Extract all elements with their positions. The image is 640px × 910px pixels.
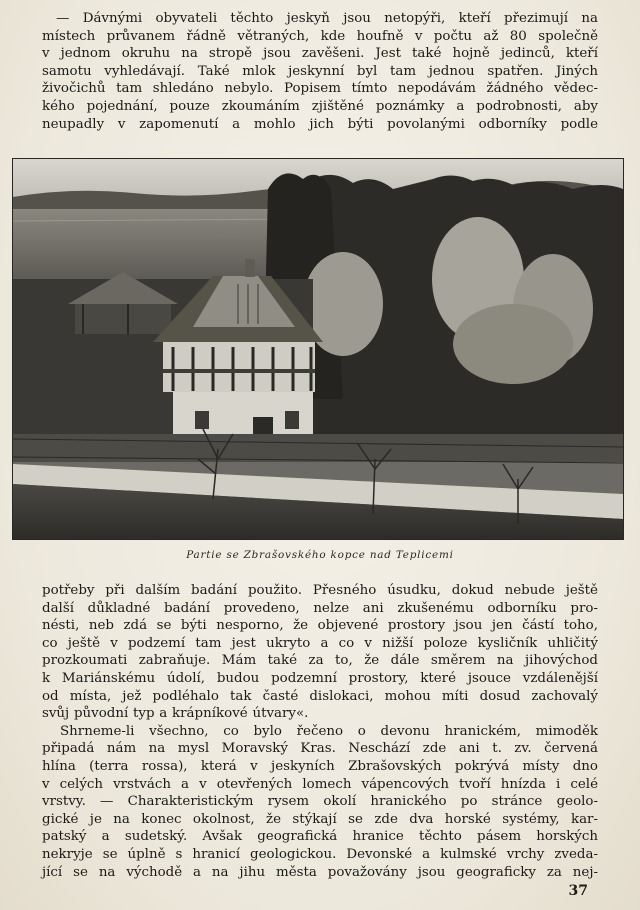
text-line: další důkladné badání provedeno, nelze ani zkušenému odborníku pro- [42, 600, 598, 616]
text-line: nekryje se úplně s hranicí geologickou. Devonské a kulmské vrchy zveda- [42, 846, 598, 862]
text-line: jící se na východě a na jihu města považovány jsou geograficky za nej- [42, 864, 598, 880]
text-line: nésti, neb zdá se býti nesporno, že objevené prostory jsou jen částí toho, [42, 618, 598, 634]
text-line: patský a sudetský. Avšak geografická hranice těchto pásem horských [42, 829, 598, 845]
text-line: co ještě v podzemí tam jest ukryto a co v nižší poloze kysličník uhličitý [42, 635, 598, 651]
text-line: Shrneme-li všechno, co bylo řečeno o devonu hranickém, mimoděk [60, 723, 598, 739]
text-line: vrstvy. — Charakteristickým rysem okolí hranického po stránce geolo- [42, 794, 598, 810]
paragraph-bottom [42, 582, 598, 881]
text-line: v celých vrstvách a v otevřených lomech vápencových tvoří hnízda i celé [42, 776, 598, 792]
text-line: — Dávnými obyvateli těchto jeskyň jsou netopýři, kteří přezimují na [56, 11, 598, 26]
text-line: potřeby při dalším badání použito. Přesného úsudku, dokud nebude ještě [42, 583, 598, 598]
landscape-photo [12, 158, 624, 540]
text-line: živočichů tam shledáno nebylo. Popisem tímto nepodávám žádného vědec- [42, 81, 598, 97]
text-line: od místa, jež podléhalo tak časté dislokaci, mohou míti dosud zachovalý [42, 688, 598, 704]
text-line: samotu vyhledávají. Také mlok jeskynní byl tam jednou spatřen. Jiných [42, 63, 598, 79]
text-line: svůj původní typ a krápníkové útvary«. [42, 706, 309, 722]
text-line: prozkoumati zabraňuje. Mám také za to, že dále směrem na jihovýchod [42, 653, 598, 669]
text-line: kého pojednání, pouze zkoumáním zjištěné poznámky a podrobnosti, aby [42, 98, 598, 114]
text-line: místech průvanem řádně větraných, kde houfně v počtu až 80 společně [42, 28, 598, 44]
text-line: k Mariánskému údolí, budou podzemní prostory, které jsouce vzdálenější [42, 670, 598, 686]
text-line: připadá nám na mysl Moravský Kras. Neschází zde ani t. zv. červená [42, 741, 598, 757]
page-number: 37 [568, 883, 588, 899]
text-line: gické je na konec okolnost, že stýkají se zde dva horské systémy, kar- [42, 811, 598, 827]
text-line: hlína (terra rossa), která v jeskyních Zbrašovských pokrývá místy dno [42, 758, 598, 774]
paragraph-top [42, 10, 598, 133]
photo-illustration [13, 159, 623, 539]
photo-caption: Partie se Zbrašovského kopce nad Teplicemi [186, 549, 454, 561]
text-line: v jednom okruhu na stropě jsou zavěšeni. Jest také hojně jedinců, kteří [42, 46, 598, 62]
text-line: neupadly v zapomenutí a mohlo jich býti povolanými odborníky podle [42, 116, 598, 132]
